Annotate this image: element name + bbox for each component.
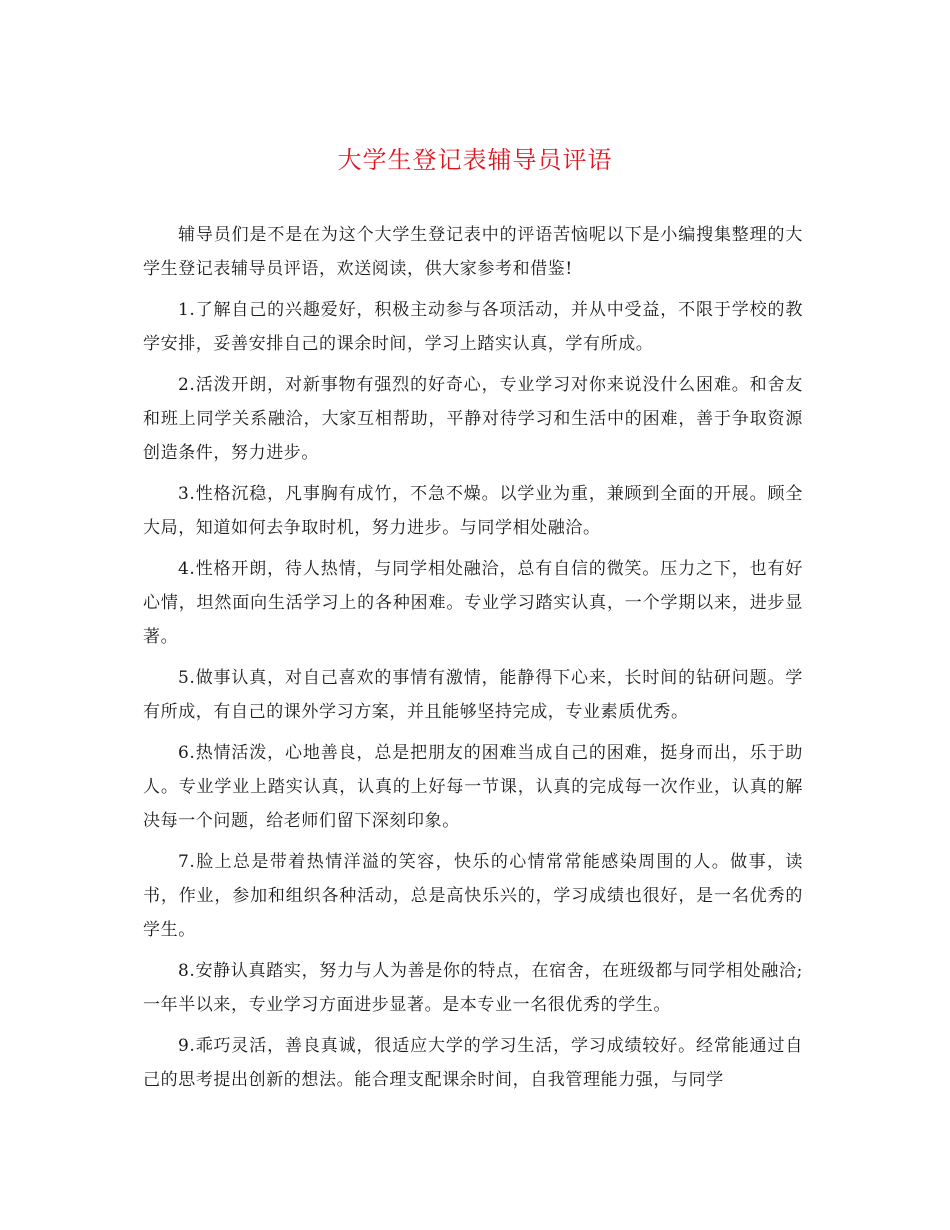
comment-paragraph-6: 6.热情活泼，心地善良，总是把朋友的困难当成自己的困难，挺身而出，乐于助人。专业学业上踏实认真，认真的上好每一节课，认真的完成每一次作业，认真的解决每一个问题，给老师们留下深刻印象。	[143, 743, 803, 831]
comment-paragraph-4: 4.性格开朗，待人热情，与同学相处融洽，总有自信的微笑。压力之下，也有好心情，坦然面向生活学习上的各种困难。专业学习踏实认真，一个学期以来，进步显著。	[143, 559, 803, 647]
comment-paragraph-3: 3.性格沉稳，凡事胸有成竹，不急不燥。以学业为重，兼顾到全面的开展。顾全大局，知道如何去争取时机，努力进步。与同学相处融洽。	[143, 484, 803, 538]
comment-paragraph-2: 2.活泼开朗，对新事物有强烈的好奇心，专业学习对你来说没什么困难。和舍友和班上同学关系融洽，大家互相帮助，平静对待学习和生活中的困难，善于争取资源创造条件，努力进步。	[143, 375, 803, 463]
comment-paragraph-7: 7.脸上总是带着热情洋溢的笑容，快乐的心情常常能感染周围的人。做事，读书，作业，参加和组织各种活动，总是高快乐兴的，学习成绩也很好，是一名优秀的学生。	[143, 852, 803, 940]
intro-paragraph: 辅导员们是不是在为这个大学生登记表中的评语苦恼呢以下是小编搜集整理的大学生登记表辅导员评语，欢送阅读，供大家参考和借鉴!	[143, 225, 803, 279]
comment-paragraph-1: 1.了解自己的兴趣爱好，积极主动参与各项活动，并从中受益，不限于学校的教学安排，妥善安排自己的课余时间，学习上踏实认真，学有所成。	[143, 300, 803, 354]
document-body	[143, 218, 803, 1104]
comment-paragraph-8: 8.安静认真踏实，努力与人为善是你的特点，在宿舍，在班级都与同学相处融洽;一年半以来，专业学习方面进步显著。是本专业一名很优秀的学生。	[143, 961, 803, 1015]
comment-paragraph-5: 5.做事认真，对自己喜欢的事情有激情，能静得下心来，长时间的钻研问题。学有所成，有自己的课外学习方案，并且能够坚持完成，专业素质优秀。	[143, 668, 803, 722]
document-title: 大学生登记表辅导员评语	[337, 146, 613, 174]
comment-paragraph-9: 9.乖巧灵活，善良真诚，很适应大学的学习生活，学习成绩较好。经常能通过自己的思考提出创新的想法。能合理支配课余时间，自我管理能力强，与同学	[143, 1036, 803, 1090]
